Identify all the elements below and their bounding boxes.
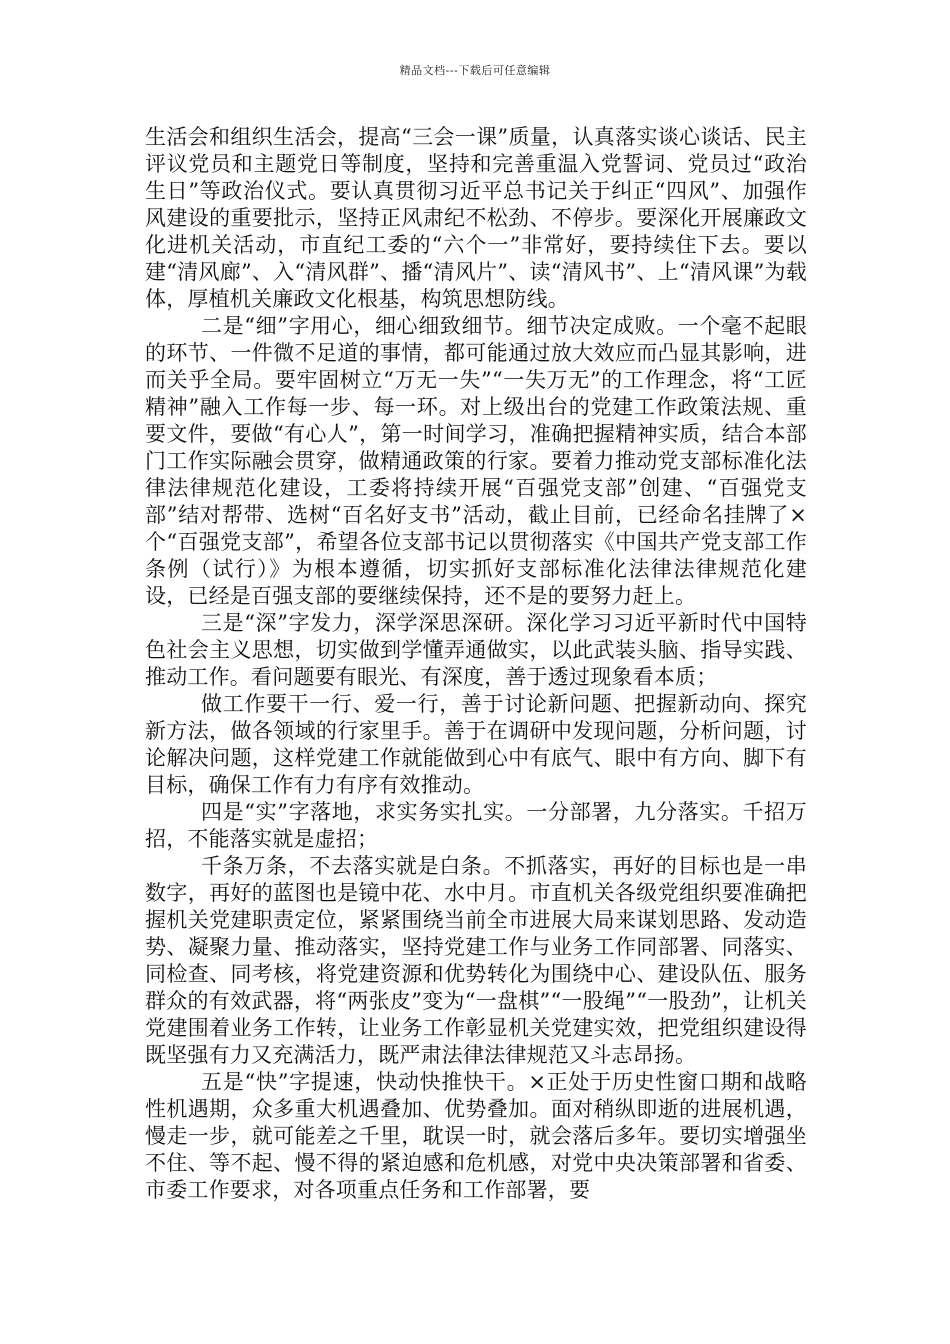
paragraph-1: 生活会和组织生活会，提高“三会一课”质量，认真落实谈心谈话、民主评议党员和主题党日等制度，坚持和完善重温入党誓词、党员过“政治生日”等政治仪式。要认真贯彻习近平总书记关于纠正“四风”、加强作风建设的重要批示，坚持正风肃纪不松劲、不停步。要深化开展廉政文化进机关活动，市直纪工委的“六个一”非常好，要持续住下去。要以建“清风廊”、入“清风群”、播“清风片”、读“清风书”、上“清风课”为载体，厚植机关廉政文化根基，构筑思想防线。 (145, 125, 807, 311)
paragraph-3: 三是“深”字发力，深学深思深研。深化学习习近平新时代中国特色社会主义思想，切实做到学懂弄通做实，以此武装头脑、指导实践、推动工作。看问题要有眼光、有深度，善于透过现象看本质； (145, 611, 807, 689)
paragraph-5: 四是“实”字落地，求实务实扎实。一分部署，九分落实。千招万招，不能落实就是虚招； (145, 800, 807, 851)
paragraph-7: 五是“快”字提速，快动快推快干。×正处于历史性窗口期和战略性机遇期，众多重大机遇叠加、优势叠加。面对稍纵即逝的进展机遇，慢走一步，就可能差之千里，耽误一时，就会落后多年。要切实增强坐不住、等不起、慢不得的紧迫感和危机感，对党中央决策部署和省委、市委工作要求，对各项重点任务和工作部署，要 (145, 1070, 807, 1202)
document-body (145, 124, 807, 1204)
page-header: 精品文档---下载后可任意编辑 (399, 64, 551, 77)
paragraph-6: 千条万条，不去落实就是白条。不抓落实，再好的目标也是一串数字，再好的蓝图也是镜中花、水中月。市直机关各级党组织要准确把握机关党建职责定位，紧紧围绕当前全市进展大局来谋划思路、发动造势、凝聚力量、推动落实，坚持党建工作与业务工作同部署、同落实、同检查、同考核，将党建资源和优势转化为围绕中心、建设队伍、服务群众的有效武器，将“两张皮”变为“一盘棋”“一股绳”“一股劲”，让机关党建围着业务工作转，让业务工作彰显机关党建实效，把党组织建设得既坚强有力又充满活力，既严肃法律法律规范又斗志昂扬。 (145, 854, 807, 1067)
paragraph-4: 做工作要干一行、爱一行，善于讨论新问题、把握新动向、探究新方法，做各领域的行家里手。善于在调研中发现问题，分析问题，讨论解决问题，这样党建工作就能做到心中有底气、眼中有方向、脚下有目标，确保工作有力有序有效推动。 (145, 692, 807, 797)
paragraph-2: 二是“细”字用心，细心细致细节。细节决定成败。一个毫不起眼的环节、一件微不足道的事情，都可能通过放大效应而凸显其影响，进而关乎全局。要牢固树立“万无一失”“一失万无”的工作理念，将“工匠精神”融入工作每一步、每一环。对上级出台的党建工作政策法规、重要文件，要做“有心人”，第一时间学习，准确把握精神实质，结合本部门工作实际融会贯穿，做精通政策的行家。要着力推动党支部标准化法律法律规范化建设，工委将持续开展“百强党支部”创建、“百强党支部”结对帮带、选树“百名好支书”活动，截止目前，已经命名挂牌了×个“百强党支部”，希望各位支部书记以贯彻落实《中国共产党支部工作条例（试行）》为根本遵循，切实抓好支部标准化法律法律规范化建设，已经是百强支部的要继续保持，还不是的要努力赶上。 (145, 314, 807, 608)
